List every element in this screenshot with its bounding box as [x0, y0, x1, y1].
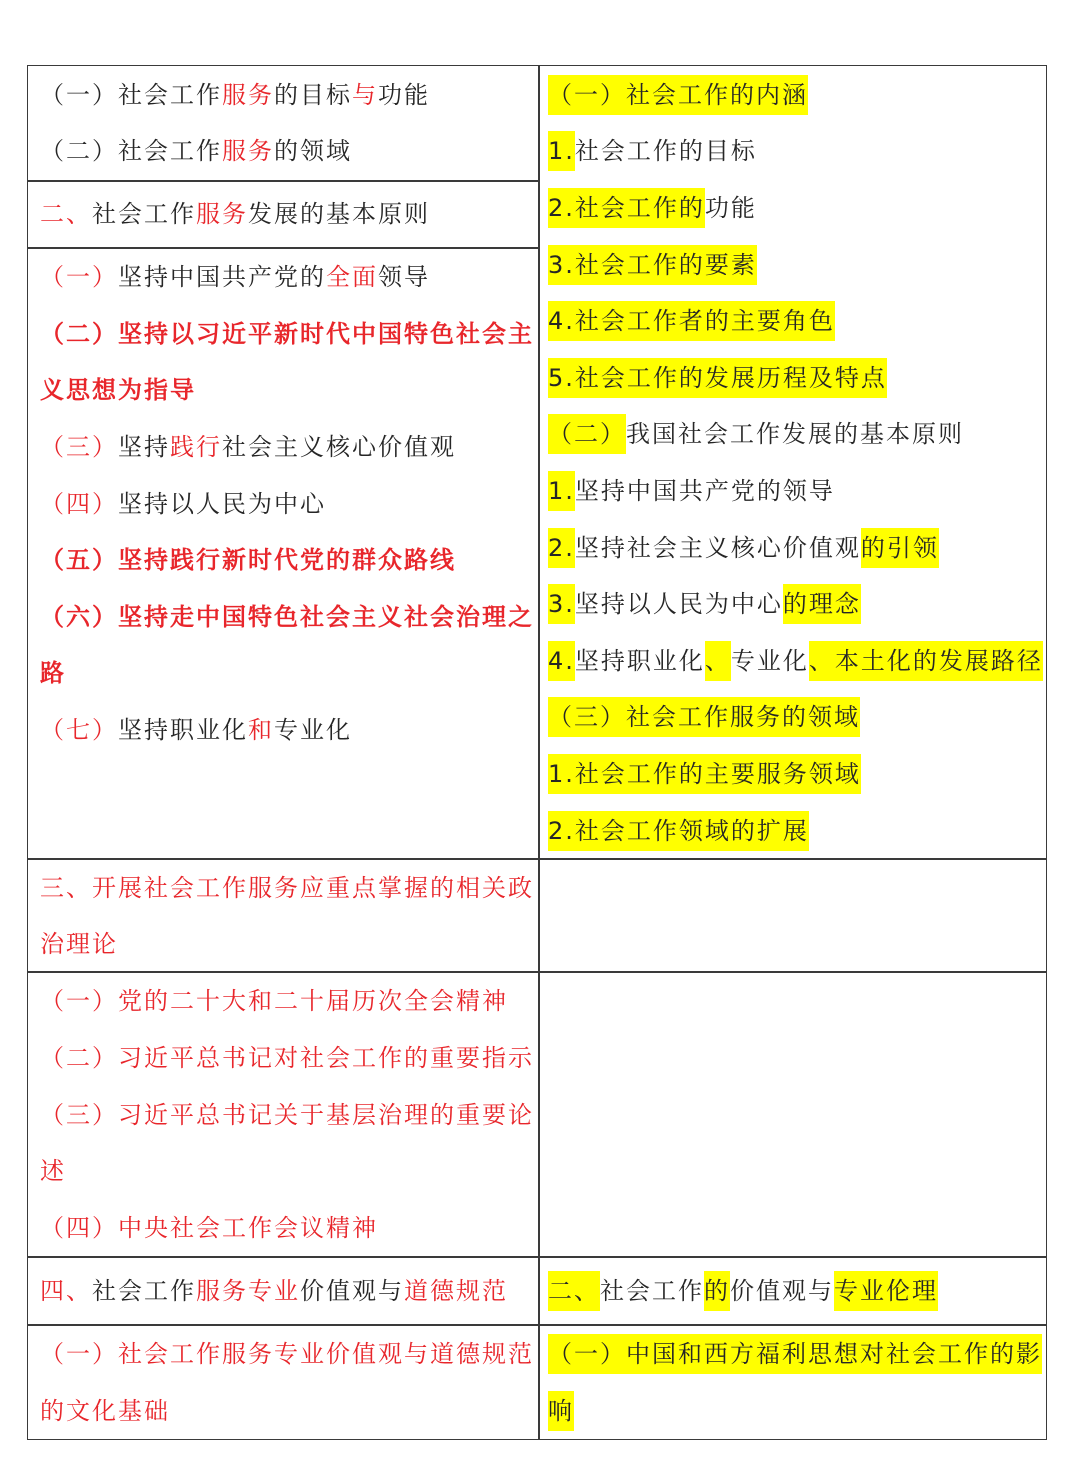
right-text-line: [548, 471, 835, 511]
left-text-line: [40, 924, 118, 964]
left-text-segment: 与: [352, 81, 378, 109]
left-text-line: [40, 314, 534, 354]
left-text-segment: （一）社会工作: [40, 81, 222, 109]
left-text-segment: （三）: [40, 433, 118, 461]
left-text-segment: 路: [40, 659, 66, 687]
right-text-segment: 社会工作: [600, 1277, 704, 1305]
left-text-line: [40, 1391, 170, 1431]
right-text-line: [548, 1391, 574, 1431]
left-text-segment: （一）: [40, 263, 118, 291]
right-text-line: [548, 131, 757, 171]
left-text-line: [40, 257, 430, 297]
right-text-line: [548, 811, 809, 851]
left-text-segment: 治理论: [40, 930, 118, 958]
left-text-segment: 社会工作: [92, 1277, 196, 1305]
left-text-line: [40, 710, 352, 750]
left-text-line: [40, 484, 326, 524]
left-text-line: [40, 1038, 534, 1078]
left-text-segment: 的领域: [274, 137, 352, 165]
table-row-divider: [27, 1324, 1047, 1326]
left-text-segment: 社会主义核心价值观: [222, 433, 456, 461]
right-text-segment: 2.社会工作领域的扩展: [548, 811, 809, 851]
left-text-line: [40, 370, 196, 410]
left-text-segment: 二、: [40, 200, 92, 228]
left-text-segment: 践行: [170, 433, 222, 461]
left-text-segment: 坚持中国共产党的: [118, 263, 326, 291]
right-text-segment: 坚持职业化: [574, 647, 705, 675]
left-text-line: [40, 1095, 534, 1135]
right-text-segment: 价值观与: [730, 1277, 834, 1305]
right-text-segment: 响: [548, 1391, 574, 1431]
left-text-line: [40, 653, 66, 693]
right-text-segment: 3.: [548, 584, 575, 624]
right-text-segment: 1.社会工作的主要服务领域: [548, 754, 861, 794]
left-text-line: [40, 1271, 508, 1311]
left-text-segment: （一）社会工作服务专业价值观与道德规范: [40, 1340, 534, 1368]
left-text-segment: 道德规范: [404, 1277, 508, 1305]
left-text-segment: （一）党的二十大和二十届历次全会精神: [40, 987, 508, 1015]
right-text-segment: 坚持中国共产党的领导: [574, 477, 835, 505]
right-text-segment: 专业化: [730, 647, 809, 675]
right-text-line: [548, 188, 757, 228]
left-text-segment: 四、: [40, 1277, 92, 1305]
left-text-segment: （六）坚持走中国特色社会主义社会治理之: [40, 603, 534, 631]
left-text-segment: 领导: [378, 263, 430, 291]
left-text-segment: （五）坚持践行新时代党的群众路线: [40, 546, 456, 574]
table-row-divider: [27, 180, 539, 182]
right-text-line: [548, 528, 939, 568]
left-text-segment: 坚持职业化: [118, 716, 248, 744]
left-text-line: [40, 75, 430, 115]
left-text-line: [40, 981, 508, 1021]
right-text-segment: 、: [705, 641, 731, 681]
left-text-segment: （四）中央社会工作会议精神: [40, 1214, 378, 1242]
left-text-segment: （二）习近平总书记对社会工作的重要指示: [40, 1044, 534, 1072]
right-text-segment: （二）: [548, 414, 626, 454]
right-text-segment: 的: [704, 1271, 730, 1311]
right-text-segment: 的理念: [783, 584, 861, 624]
right-text-line: [548, 697, 860, 737]
right-text-line: [548, 1271, 938, 1311]
right-text-segment: 社会工作的目标: [574, 137, 757, 165]
right-text-segment: 1.: [548, 471, 575, 511]
left-text-line: [40, 131, 352, 171]
left-text-segment: 功能: [378, 81, 430, 109]
table-row-divider: [27, 247, 539, 249]
right-text-line: [548, 301, 835, 341]
right-text-segment: （一）社会工作的内涵: [548, 75, 808, 115]
left-text-segment: 服务专业: [196, 1277, 300, 1305]
table-column-divider: [538, 65, 540, 1440]
right-text-line: [548, 75, 808, 115]
right-text-line: [548, 414, 964, 454]
left-text-segment: 全面: [326, 263, 378, 291]
table-row-divider: [27, 858, 1047, 860]
right-text-line: [548, 754, 861, 794]
right-text-segment: 4.: [548, 641, 575, 681]
left-text-segment: 的目标: [274, 81, 352, 109]
right-text-segment: 专业伦理: [834, 1271, 938, 1311]
right-text-segment: 2.社会工作的: [548, 188, 705, 228]
right-text-segment: 4.社会工作者的主要角色: [548, 301, 835, 341]
left-text-segment: 三、开展社会工作服务应重点掌握的相关政: [40, 874, 534, 902]
left-text-segment: （二）坚持以习近平新时代中国特色社会主: [40, 320, 534, 348]
left-text-segment: 和: [248, 716, 274, 744]
right-text-segment: （三）社会工作服务的领域: [548, 697, 860, 737]
right-text-line: [548, 641, 1043, 681]
left-text-line: [40, 194, 430, 234]
left-text-segment: （二）社会工作: [40, 137, 222, 165]
left-text-line: [40, 427, 456, 467]
right-text-line: [548, 1334, 1042, 1374]
left-text-segment: 社会工作: [92, 200, 196, 228]
right-text-line: [548, 245, 757, 285]
left-text-line: [40, 1208, 378, 1248]
left-text-line: [40, 597, 534, 637]
left-text-segment: 发展的基本原则: [248, 200, 430, 228]
left-text-segment: 价值观与: [300, 1277, 404, 1305]
table-row-divider: [27, 1256, 1047, 1258]
left-text-line: [40, 540, 456, 580]
right-text-segment: 的引领: [861, 528, 939, 568]
left-text-segment: 坚持: [118, 433, 170, 461]
left-text-line: [40, 868, 534, 908]
left-text-segment: 义思想为指导: [40, 376, 196, 404]
left-text-segment: 服务: [196, 200, 248, 228]
right-text-segment: 二、: [548, 1271, 600, 1311]
right-text-segment: 功能: [704, 194, 757, 222]
right-text-line: [548, 358, 887, 398]
right-text-segment: 坚持社会主义核心价值观: [574, 534, 861, 562]
left-text-line: [40, 1151, 66, 1191]
left-text-segment: （三）习近平总书记关于基层治理的重要论: [40, 1101, 534, 1129]
left-text-segment: 的文化基础: [40, 1397, 170, 1425]
left-text-segment: 服务: [222, 81, 274, 109]
left-text-segment: 述: [40, 1157, 66, 1185]
left-text-segment: （四）: [40, 490, 118, 518]
right-text-segment: 我国社会工作发展的基本原则: [626, 420, 964, 448]
right-text-segment: 1.: [548, 131, 575, 171]
left-text-segment: 坚持以人民为中心: [118, 490, 326, 518]
right-text-segment: 坚持以人民为中心: [574, 590, 783, 618]
right-text-segment: （一）中国和西方福利思想对社会工作的影: [548, 1334, 1042, 1374]
table-row-divider: [27, 971, 1047, 973]
left-text-line: [40, 1334, 534, 1374]
right-text-segment: 5.社会工作的发展历程及特点: [548, 358, 887, 398]
right-text-segment: 、本土化的发展路径: [809, 641, 1043, 681]
left-text-segment: 服务: [222, 137, 274, 165]
right-text-segment: 3.社会工作的要素: [548, 245, 757, 285]
left-text-segment: （七）: [40, 716, 118, 744]
right-text-line: [548, 584, 861, 624]
right-text-segment: 2.: [548, 528, 575, 568]
left-text-segment: 专业化: [274, 716, 352, 744]
